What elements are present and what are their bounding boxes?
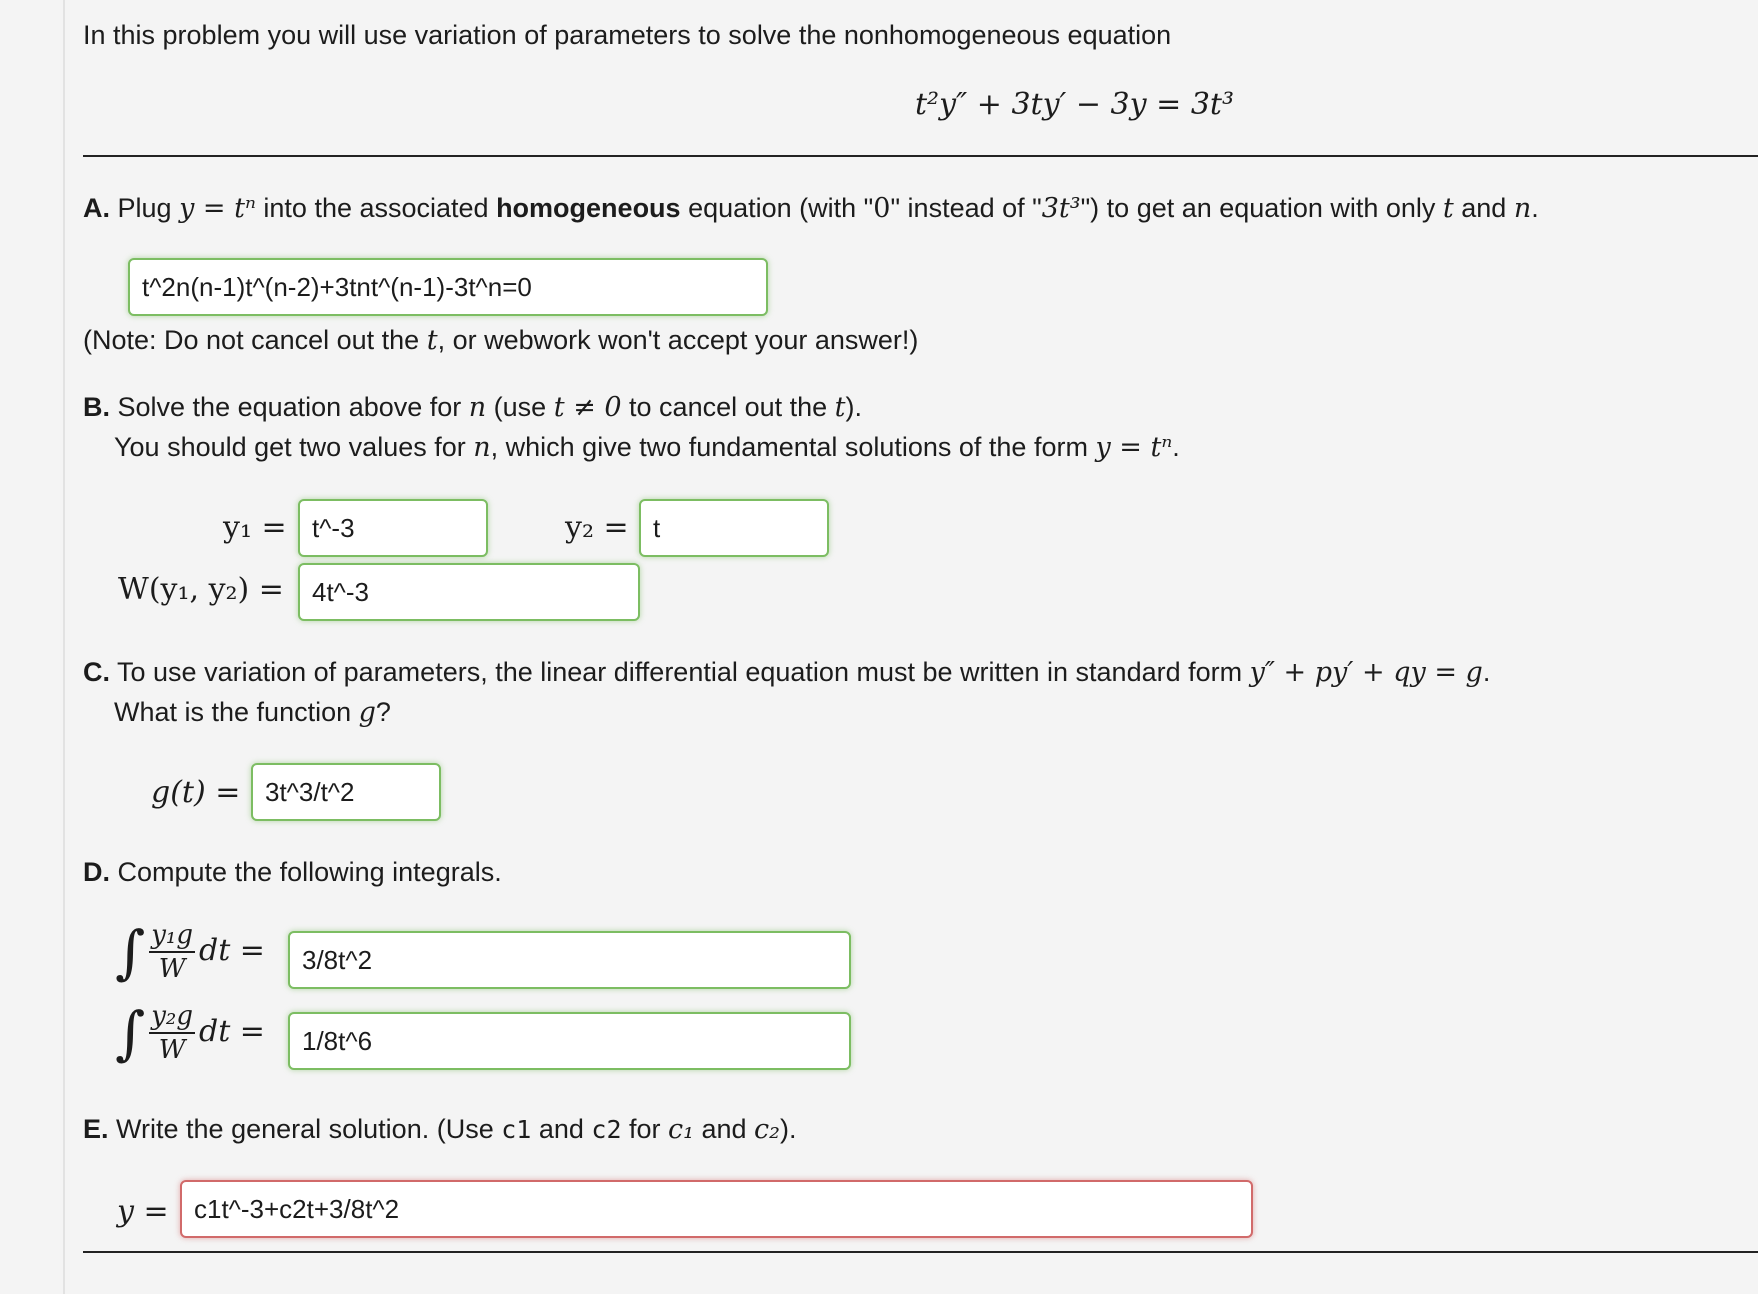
code-c1: c1 bbox=[501, 1115, 532, 1144]
part-c-l2-pre: What is the function bbox=[114, 697, 359, 727]
dt-eq-2: dt = bbox=[198, 1014, 265, 1049]
integral-sign-1: ∫ bbox=[115, 918, 146, 986]
answer-field-y2[interactable]: t bbox=[639, 499, 829, 557]
part-e-for: for bbox=[621, 1114, 669, 1144]
part-a-note bbox=[83, 323, 918, 358]
y2-label: y₂ = bbox=[565, 510, 629, 545]
dt-eq-1: dt = bbox=[198, 933, 265, 968]
part-a-and: and bbox=[1453, 193, 1514, 223]
part-a-mid3: " instead of " bbox=[890, 193, 1042, 223]
math-g: g bbox=[358, 697, 376, 728]
math-c2: c₂ bbox=[754, 1114, 780, 1145]
wronskian-label: W(y₁, y₂) = bbox=[118, 572, 284, 607]
part-e-pre: Write the general solution. (Use bbox=[116, 1114, 502, 1144]
part-e-and2: and bbox=[693, 1114, 755, 1144]
fraction-1 bbox=[149, 919, 195, 985]
y-general-label: y = bbox=[117, 1194, 169, 1229]
divider-bottom bbox=[83, 1251, 1758, 1253]
part-a-end: . bbox=[1531, 193, 1539, 223]
math-y-tn: y = tⁿ bbox=[179, 193, 256, 224]
part-a-mid2: equation (with " bbox=[680, 193, 874, 223]
answer-field-integral-1[interactable]: 3/8t^2 bbox=[288, 931, 851, 989]
divider-top bbox=[83, 155, 1758, 157]
part-b-prompt-line1 bbox=[83, 390, 862, 425]
math-n-b2: n bbox=[473, 432, 491, 463]
fraction-2 bbox=[149, 1000, 195, 1066]
part-d-letter: D. bbox=[83, 857, 110, 887]
fraction-1-numerator: y₁g bbox=[149, 919, 195, 953]
answer-field-wronskian[interactable]: 4t^-3 bbox=[298, 563, 640, 621]
part-c-prompt-line1 bbox=[83, 655, 1490, 690]
part-b-l1-end: ). bbox=[845, 392, 863, 422]
code-c2: c2 bbox=[591, 1115, 622, 1144]
part-e-prompt bbox=[83, 1112, 796, 1147]
left-border bbox=[63, 0, 65, 1294]
part-a-mid4: ") to get an equation with only bbox=[1080, 193, 1443, 223]
part-d-text: Compute the following integrals. bbox=[117, 857, 502, 887]
part-c-letter: C. bbox=[83, 657, 110, 687]
part-b-l2-pre: You should get two values for bbox=[114, 432, 474, 462]
part-a-pre: Plug bbox=[117, 193, 180, 223]
math-t-neq-0: t ≠ 0 bbox=[553, 392, 622, 423]
part-c-l1-end: . bbox=[1482, 657, 1491, 687]
note-math-t: t bbox=[426, 325, 438, 356]
fraction-1-denominator: W bbox=[158, 954, 186, 984]
part-e-letter: E. bbox=[83, 1114, 109, 1144]
note-post: , or webwork won't accept your answer!) bbox=[437, 325, 919, 355]
math-n: n bbox=[1513, 193, 1532, 224]
math-t: t bbox=[1442, 193, 1454, 224]
part-b-l1-mid: (use bbox=[486, 392, 554, 422]
part-b-letter: B. bbox=[83, 392, 110, 422]
part-b-l2-end: . bbox=[1172, 432, 1180, 462]
part-a-letter: A. bbox=[83, 193, 110, 223]
equation-rhs: = 3t³ bbox=[1156, 87, 1234, 122]
part-b-l2-mid: , which give two fundamental solutions of the form bbox=[490, 432, 1096, 462]
answer-field-y1[interactable]: t^-3 bbox=[298, 499, 488, 557]
answer-field-general-solution[interactable]: c1t^-3+c2t+3/8t^2 bbox=[180, 1180, 1253, 1238]
note-pre: (Note: Do not cancel out the bbox=[83, 325, 427, 355]
fraction-2-denominator: W bbox=[158, 1035, 186, 1065]
integral-sign-2: ∫ bbox=[115, 999, 146, 1067]
answer-field-g[interactable]: 3t^3/t^2 bbox=[251, 763, 441, 821]
part-b-l1-mid2: to cancel out the bbox=[621, 392, 835, 422]
part-b-l1-pre: Solve the equation above for bbox=[117, 392, 469, 422]
part-e-end: ). bbox=[779, 1114, 797, 1144]
part-c-prompt-line2 bbox=[114, 695, 391, 730]
part-c-l2-end: ? bbox=[375, 697, 391, 727]
part-a-prompt bbox=[83, 191, 1539, 226]
part-a-mid1: into the associated bbox=[255, 193, 497, 223]
part-e-and1: and bbox=[531, 1114, 592, 1144]
equation-lhs: t²y″ + 3ty′ − 3y bbox=[915, 87, 1147, 122]
integral-2 bbox=[115, 999, 265, 1067]
integral-1 bbox=[115, 918, 265, 986]
y1-label: y₁ = bbox=[223, 510, 287, 545]
homogeneous-bold: homogeneous bbox=[496, 193, 681, 223]
math-zero: 0 bbox=[873, 193, 891, 224]
math-standard-form: y″ + py′ + qy = g bbox=[1249, 657, 1483, 688]
math-c1: c₁ bbox=[668, 1114, 694, 1145]
math-t-b: t bbox=[834, 392, 846, 423]
main-equation bbox=[915, 88, 1234, 122]
answer-field-a[interactable]: t^2n(n-1)t^(n-2)+3tnt^(n-1)-3t^n=0 bbox=[128, 258, 768, 316]
part-d-prompt bbox=[83, 855, 502, 889]
math-y-tn-b: y = tⁿ bbox=[1095, 432, 1173, 463]
fraction-2-numerator: y₂g bbox=[149, 1000, 195, 1034]
g-label: g(t) = bbox=[151, 775, 241, 810]
answer-field-integral-2[interactable]: 1/8t^6 bbox=[288, 1012, 851, 1070]
problem-content bbox=[83, 0, 1758, 1294]
math-3t3: 3t³ bbox=[1041, 193, 1081, 224]
intro-text: In this problem you will use variation of parameters to solve the nonhomogeneous equation bbox=[83, 20, 1172, 50]
part-b-prompt-line2 bbox=[114, 430, 1180, 465]
math-n-b: n bbox=[468, 392, 487, 423]
part-c-l1-pre: To use variation of parameters, the linear differential equation must be written in standard form bbox=[117, 657, 1250, 687]
